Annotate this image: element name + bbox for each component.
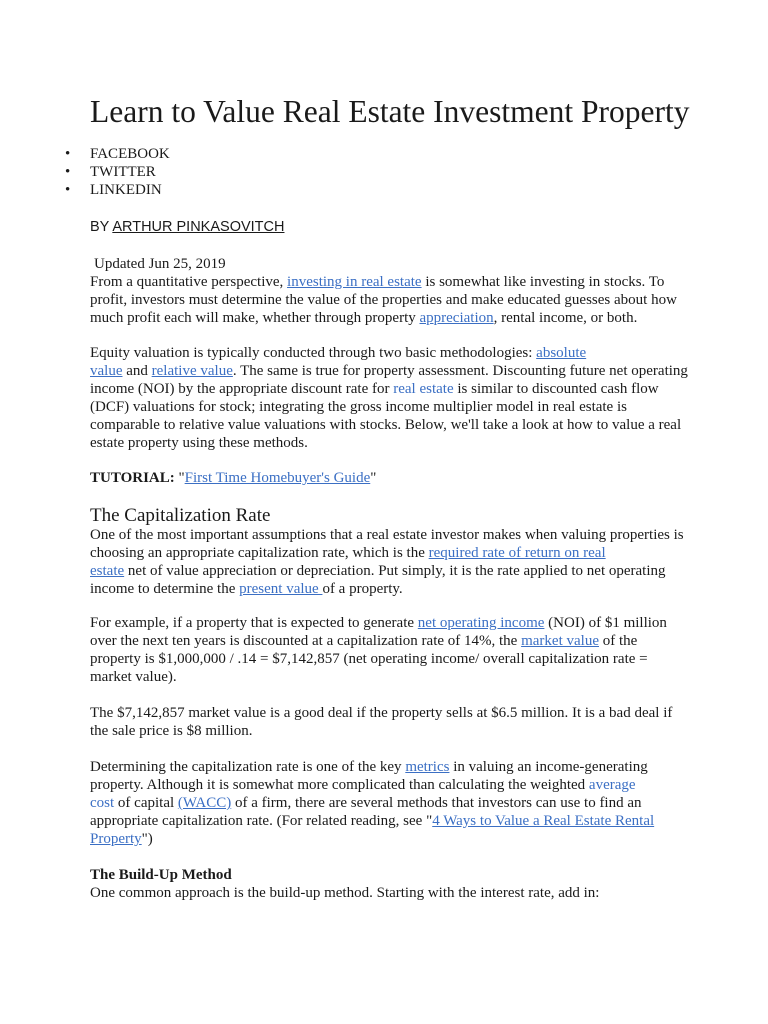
link-4-ways-to-value[interactable]: 4 Ways to Value a Real Estate Rental <box>432 813 655 829</box>
quote-close: " <box>370 470 377 486</box>
paragraph-determining-cap-rate <box>90 758 690 848</box>
p2-text: and <box>122 363 152 379</box>
p3-text: net of value appreciation or depreciation. Put simply, it is the rate applied to net operating income to determine the <box>90 563 666 597</box>
p6-text: of capital <box>114 795 178 811</box>
p2-line <box>90 344 690 452</box>
p4-text: For example, if a property that is expected to generate <box>90 615 418 631</box>
link-market-value[interactable]: market value <box>521 633 599 649</box>
link-relative-value[interactable]: relative value <box>151 363 233 379</box>
p1-text: From a quantitative perspective, <box>90 274 288 290</box>
paragraph-example <box>90 614 690 686</box>
p2-text: is similar to discounted cash flow (DCF) valuations for stock; integrating the gross income multiplier model in real estate is comparable to relative value valuations with stocks. Below, we'll take a look at how to value a real estate property using these methods. <box>90 381 682 451</box>
byline-prefix: BY <box>90 219 110 235</box>
p6-text: in valuing an income-generating property. Although it is somewhat more complicated than calculating the weighted <box>90 759 648 793</box>
link-absolute-value[interactable]: absolute <box>536 345 587 361</box>
share-facebook-link[interactable]: • FACEBOOK <box>90 145 690 163</box>
p6-text: ") <box>141 831 153 847</box>
paragraph-cap-rate <box>90 526 690 598</box>
paragraph-build-up: One common approach is the build-up method. Starting with the interest rate, add in: <box>90 885 600 901</box>
p6-line <box>90 758 690 848</box>
updated-date: Updated Jun 25, 2019 <box>94 256 226 272</box>
author-link[interactable]: ARTHUR PINKASOVITCH <box>112 219 285 235</box>
link-average-cost-cont[interactable]: cost <box>90 795 115 811</box>
share-twitter-link[interactable]: • TWITTER <box>90 163 690 181</box>
p2-text: . The same is true for property assessment. Discounting future net operating income (NOI) by the appropriate discount rate for <box>90 363 688 397</box>
link-wacc[interactable]: (WACC) <box>177 795 232 811</box>
p4-text: of the property is $1,000,000 / .14 = $7,142,857 (net operating income/ overall capitalization rate = market value). <box>90 633 648 685</box>
link-required-rate-of-return-cont[interactable]: estate <box>90 563 125 579</box>
article-title: Learn to Value Real Estate Investment Property <box>90 94 690 129</box>
link-metrics[interactable]: metrics <box>405 759 450 775</box>
link-net-operating-income[interactable]: net operating income <box>417 615 545 631</box>
p4-text: (NOI) of $1 million over the next ten years is discounted at a capitalization rate of 14%, the <box>90 615 667 649</box>
link-investing-in-real-estate[interactable]: investing in real estate <box>287 274 422 290</box>
quote-open: " <box>174 470 185 486</box>
tutorial-label: TUTORIAL: <box>90 470 175 486</box>
social-share-list <box>90 145 690 199</box>
p1-text: , rental income, or both. <box>493 310 638 326</box>
share-linkedin-link[interactable]: • LINKEDIN <box>90 181 690 199</box>
link-first-time-homebuyers-guide[interactable]: First Time Homebuyer's Guide <box>184 470 371 486</box>
p6-text: of a firm, there are several methods that investors can use to find an appropriate capitalization rate. (For related reading, see " <box>90 795 642 829</box>
link-average-cost[interactable]: average <box>588 777 636 793</box>
p4-line <box>90 614 690 686</box>
link-4-ways-to-value-cont[interactable]: Property <box>90 831 142 847</box>
section-heading-capitalization-rate: The Capitalization Rate <box>90 505 271 526</box>
link-present-value[interactable]: present value <box>239 581 323 597</box>
p2-text: Equity valuation is typically conducted through two basic methodologies: <box>90 345 537 361</box>
tutorial-line <box>90 469 690 487</box>
p3-text: One of the most important assumptions that a real estate investor makes when valuing properties is choosing an appropriate capitalization rate, which is the <box>90 527 684 561</box>
paragraph-valuation <box>90 344 690 452</box>
link-appreciation[interactable]: appreciation <box>419 310 494 326</box>
byline <box>90 217 690 237</box>
p3-line <box>90 526 690 598</box>
link-absolute-value-cont[interactable]: value <box>90 363 123 379</box>
link-required-rate-of-return[interactable]: required rate of return on real <box>428 545 606 561</box>
p3-text: of a property. <box>322 581 403 597</box>
link-real-estate[interactable]: real estate <box>393 381 454 397</box>
section-heading-build-up-method: The Build-Up Method <box>90 867 232 883</box>
p1-text: is somewhat like investing in stocks. To profit, investors must determine the value of the properties and make educated guesses about how much profit each will make, whether through property <box>90 274 677 326</box>
p1-line <box>90 273 690 327</box>
paragraph-good-deal: The $7,142,857 market value is a good deal if the property sells at $6.5 million. It is a bad deal if the sale price is $8 million. <box>90 705 673 739</box>
paragraph-intro <box>90 273 690 327</box>
p6-text: Determining the capitalization rate is one of the key <box>90 759 406 775</box>
